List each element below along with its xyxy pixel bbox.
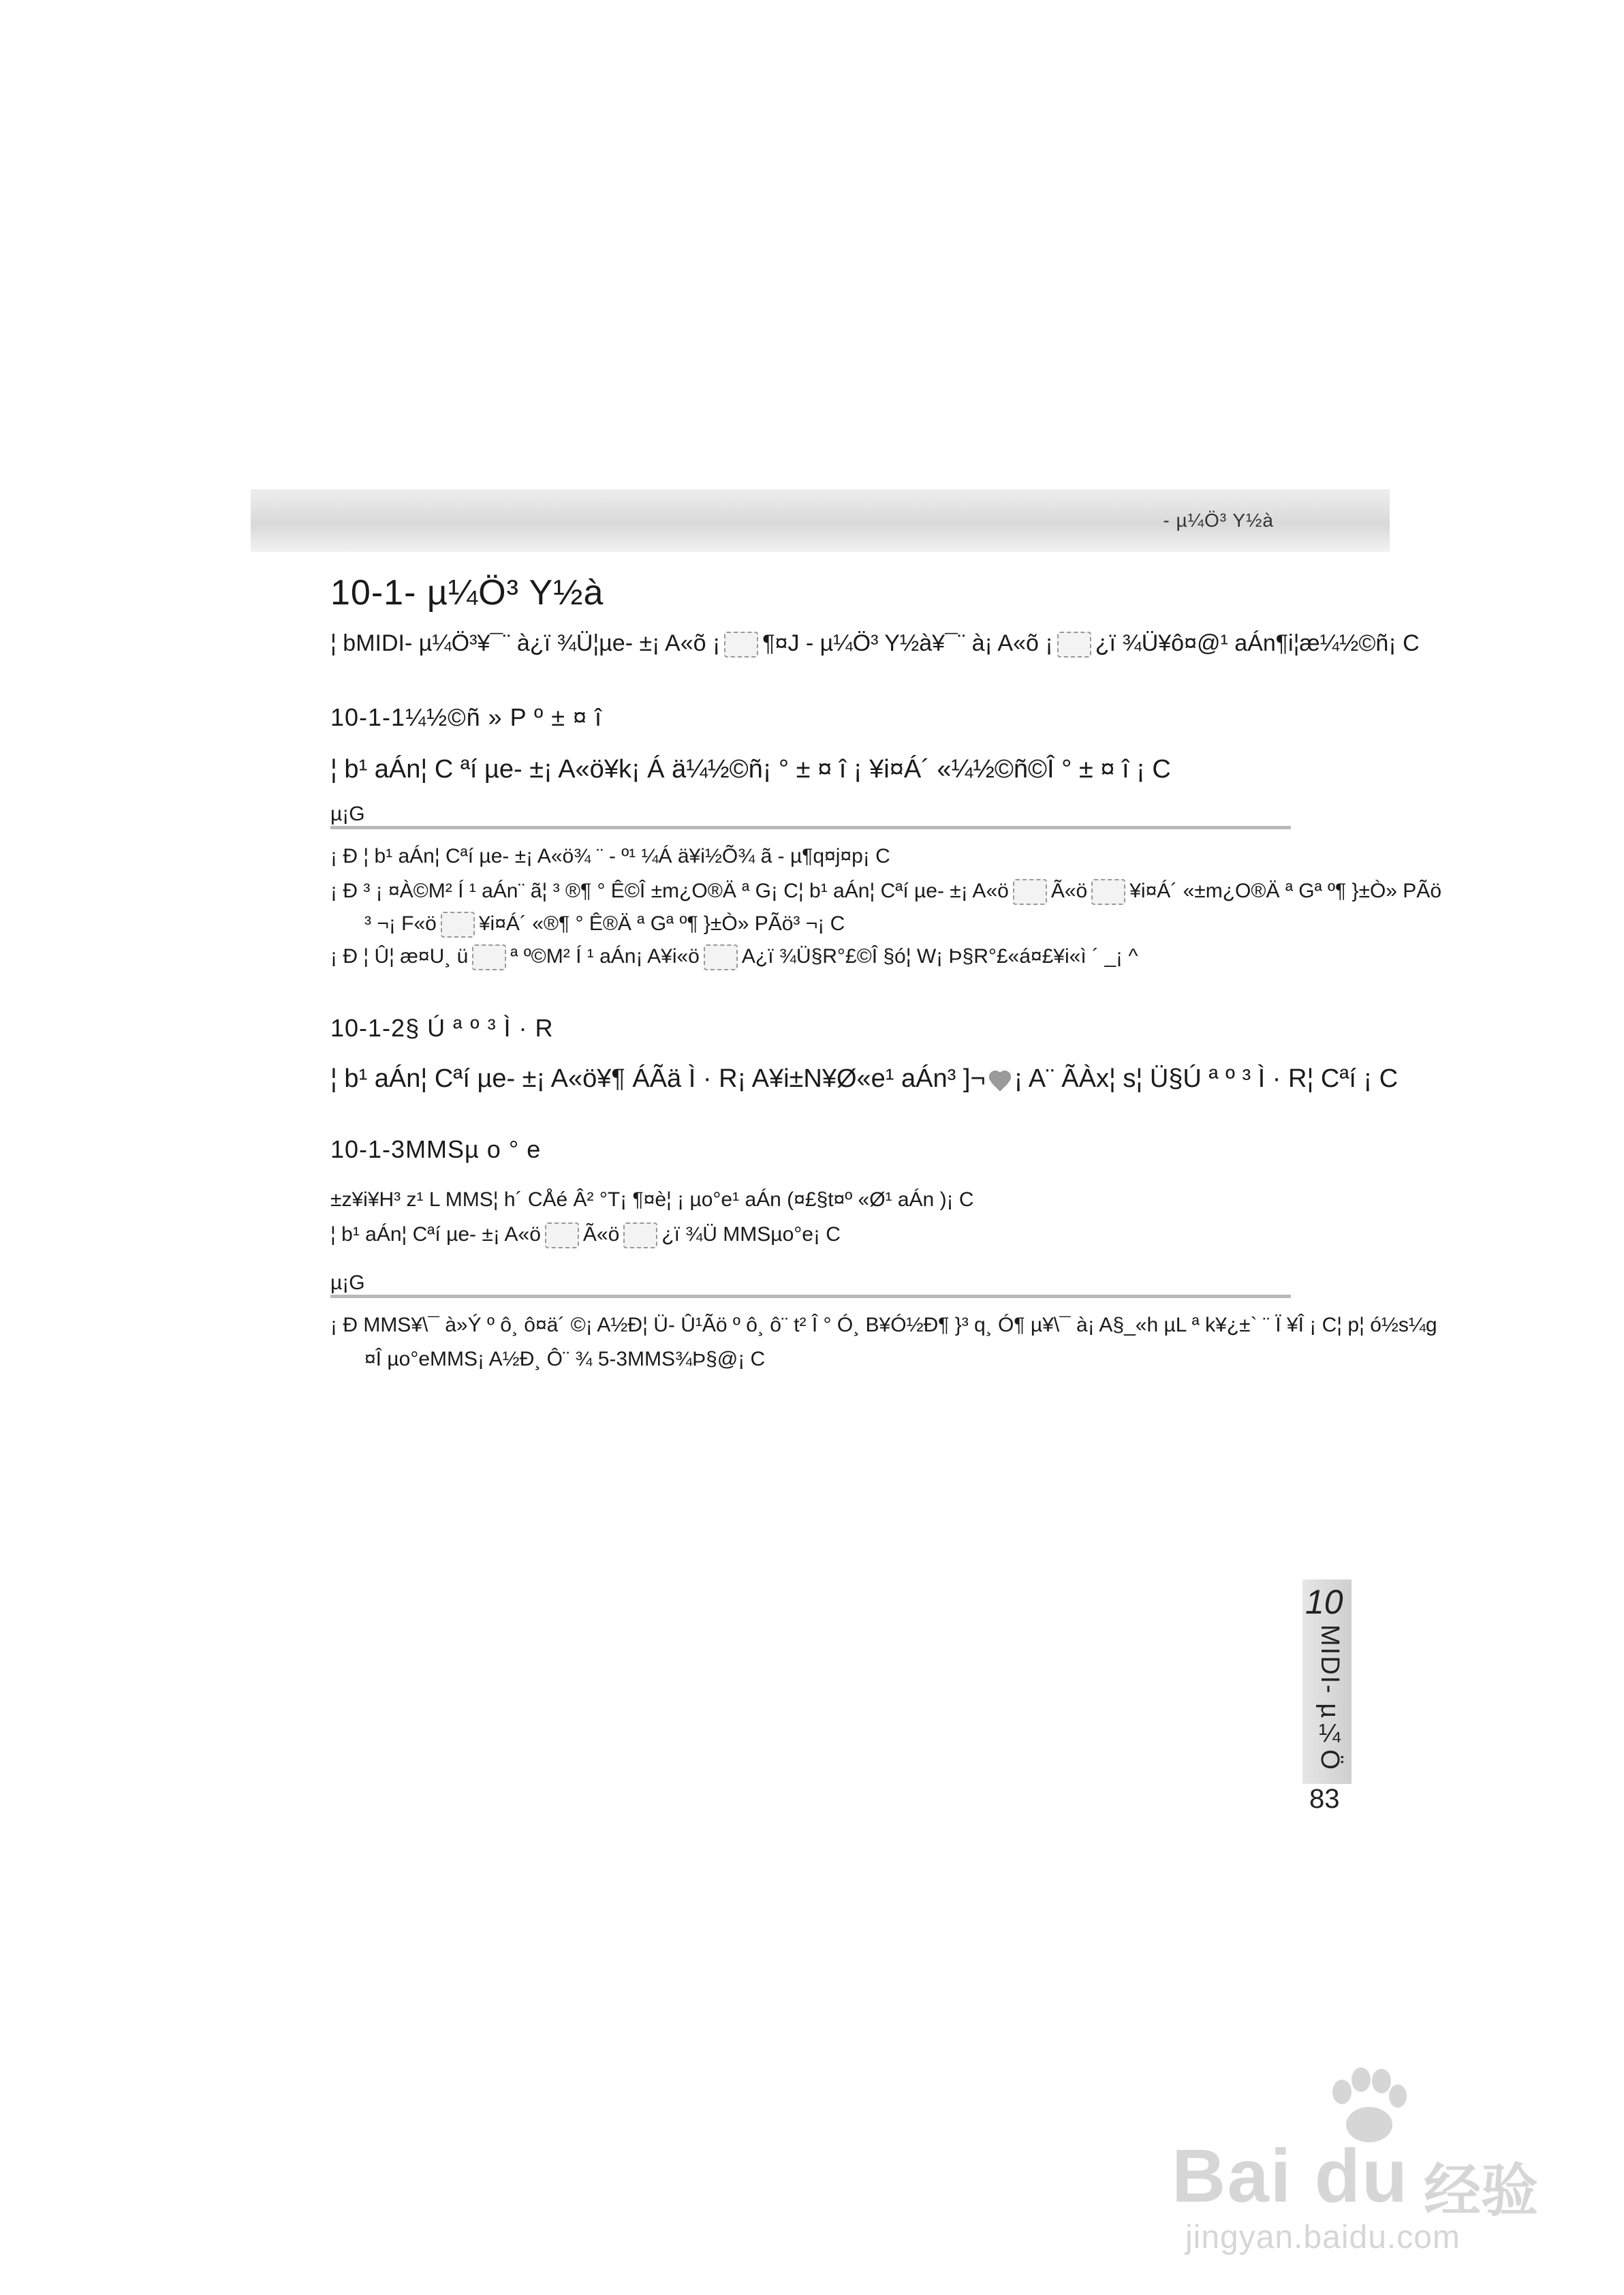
- divider-rule-1: [330, 826, 1291, 829]
- body-text: Ã«ö: [582, 1222, 620, 1246]
- subsection-1-body: ¦ b¹ aÁn¦ C ªí µe- ±¡ A«ö¥k¡ Á ä¼½©ñ¡ ° ± ¤ î ¡ ¥i¤Á´ «¼½©ñ©Î ° ± ¤ î ¡ C: [330, 755, 1171, 784]
- intro-text-d: ¿ï ¾Ü¥ô¤@¹ aÁn¶i¦æ¼½©ñ¡ C: [1095, 630, 1420, 656]
- divider-rule-2: [330, 1295, 1291, 1298]
- key-icon: [724, 632, 758, 658]
- body-text: ¡ A¨ ÃÀx¦ s¦ Ü§Ú ª º ³ Ì · R¦ Cªí ¡ C: [1014, 1064, 1399, 1093]
- watermark-tag: 经验: [1424, 2159, 1539, 2223]
- section-title: 10-1- µ¼Ö³ Y½à: [330, 573, 604, 613]
- key-icon: [441, 912, 475, 938]
- intro-paragraph: [330, 630, 1420, 658]
- key-icon: [623, 1222, 657, 1248]
- note-text: ª º©M² Í ¹ aÁn¡ A¥i«ö: [510, 944, 700, 968]
- note-text: Ã«ö: [1050, 879, 1088, 902]
- page-number: 83: [1309, 1784, 1340, 1814]
- intro-text-c: ¶¤J - µ¼Ö³ Y½à¥¯¨ à¡ A«õ ¡: [762, 630, 1053, 656]
- note-label-2: µ¡G: [330, 1272, 365, 1294]
- note-text: ¡ Ð ³ ¡ ¤À©M² Í ¹ aÁn¨ ã¦ ³ ®¶ ° Ê©Î ±m¿O®Ä ª G¡ C¦ b¹ aÁn¦ Cªí µe- ±¡ A«ö: [330, 879, 1009, 902]
- key-icon: [704, 944, 738, 970]
- note-text: ¥i¤Á´ «®¶ ° Ê®Ä ª Gª º¶ }±Ò» PÃö³ ¬¡ C: [478, 912, 845, 935]
- note-text: A¿ï ¾Ü§R°£©Î §ó¦ W¡ Þ§R°£«á¤£¥i«ì ´ _¡ ^: [741, 944, 1138, 968]
- note-line: [364, 912, 845, 938]
- watermark-url: jingyan.baidu.com: [1185, 2219, 1461, 2255]
- note-line: [330, 879, 1441, 905]
- note-line: ¤Î µo°eMMS¡ A½Ð¸ Ô¨ ¾ 5-3MMS¾Þ§@¡ C: [364, 1348, 766, 1370]
- watermark-logo: Bai du: [1172, 2134, 1409, 2218]
- subsection-title-3: 10-1-3MMSµ o ° e: [330, 1135, 542, 1163]
- note-text: ³ ¬¡ F«ö: [364, 912, 437, 935]
- heart-icon: [988, 1070, 1012, 1090]
- key-icon: [1091, 879, 1125, 905]
- watermark: [1158, 2065, 1574, 2269]
- subsection-title-2: 10-1-2§ Ú ª º ³ Ì · R: [330, 1014, 554, 1042]
- key-icon: [545, 1222, 579, 1248]
- key-icon: [472, 944, 506, 970]
- key-icon: [1057, 632, 1091, 658]
- body-text: ¦ b¹ aÁn¦ Cªí µe- ±¡ A«ö: [330, 1222, 541, 1246]
- subsection-title-1: 10-1-1¼½©ñ » P º ± ¤ î: [330, 703, 602, 731]
- subsection-3-line: ±z¥i¥H³ z¹ L MMS¦ h´ CÅé Â² °T¡ ¶¤è¦ ¡ µo°e¹ aÁn (¤£§t¤º «Ø¹ aÁn )¡ C: [330, 1188, 974, 1211]
- subsection-2-body: [330, 1064, 1398, 1094]
- body-text: ¿ï ¾Ü MMSµo°e¡ C: [661, 1222, 841, 1246]
- intro-text-a: ¦ b: [330, 630, 356, 656]
- chapter-number: 10: [1305, 1583, 1343, 1621]
- note-text: ¡ Ð ¦ Û¦ æ¤U¸ ü: [330, 944, 469, 968]
- chapter-header-bar: [251, 489, 1390, 552]
- note-line: ¡ Ð ¦ b¹ aÁn¦ Cªí µe- ±¡ A«ö¾ ¨ - º¹ ¼Á ä¥i½Õ¾ ã - µ¶q¤j¤p¡ C: [330, 845, 890, 867]
- key-icon: [1013, 879, 1047, 905]
- subsection-3-line: [330, 1222, 841, 1248]
- body-text: ¦ b¹ aÁn¦ Cªí µe- ±¡ A«ö¥¶ ÁÃä Ì · R¡ A¥i±N¥Ø«e¹ aÁn³ ]¬: [330, 1064, 986, 1093]
- intro-text-b: MIDI- µ¼Ö³¥¯¨ à¿ï ¾Ü¦µe- ±¡ A«õ ¡: [356, 630, 721, 656]
- chapter-side-tab: [1302, 1580, 1352, 1784]
- chapter-header-label: - µ¼Ö³ Y½à: [1163, 510, 1274, 531]
- note-text: ¥i¤Á´ «±m¿O®Ä ª Gª º¶ }±Ò» PÃö: [1129, 879, 1441, 902]
- note-line: ¡ Ð MMS¥\¯ à»Ý º ô¸ ô¤ä´ ©¡ A½Ð¦ Ü- Û¹Ãö º ô¸ ô¨ t² Î ° Ó¸ B¥Ó½Ð¶ }³ q¸ Ó¶ µ¥\¯ à¡ A§_«h µL ª k¥¿±` ¨ Ï ¥Î ¡ C¦ p¦ ó½s¼g: [330, 1314, 1437, 1336]
- note-label-1: µ¡G: [330, 803, 365, 825]
- chapter-title: MIDI- µ¼Ö: [1315, 1624, 1344, 1771]
- note-line: [330, 944, 1138, 970]
